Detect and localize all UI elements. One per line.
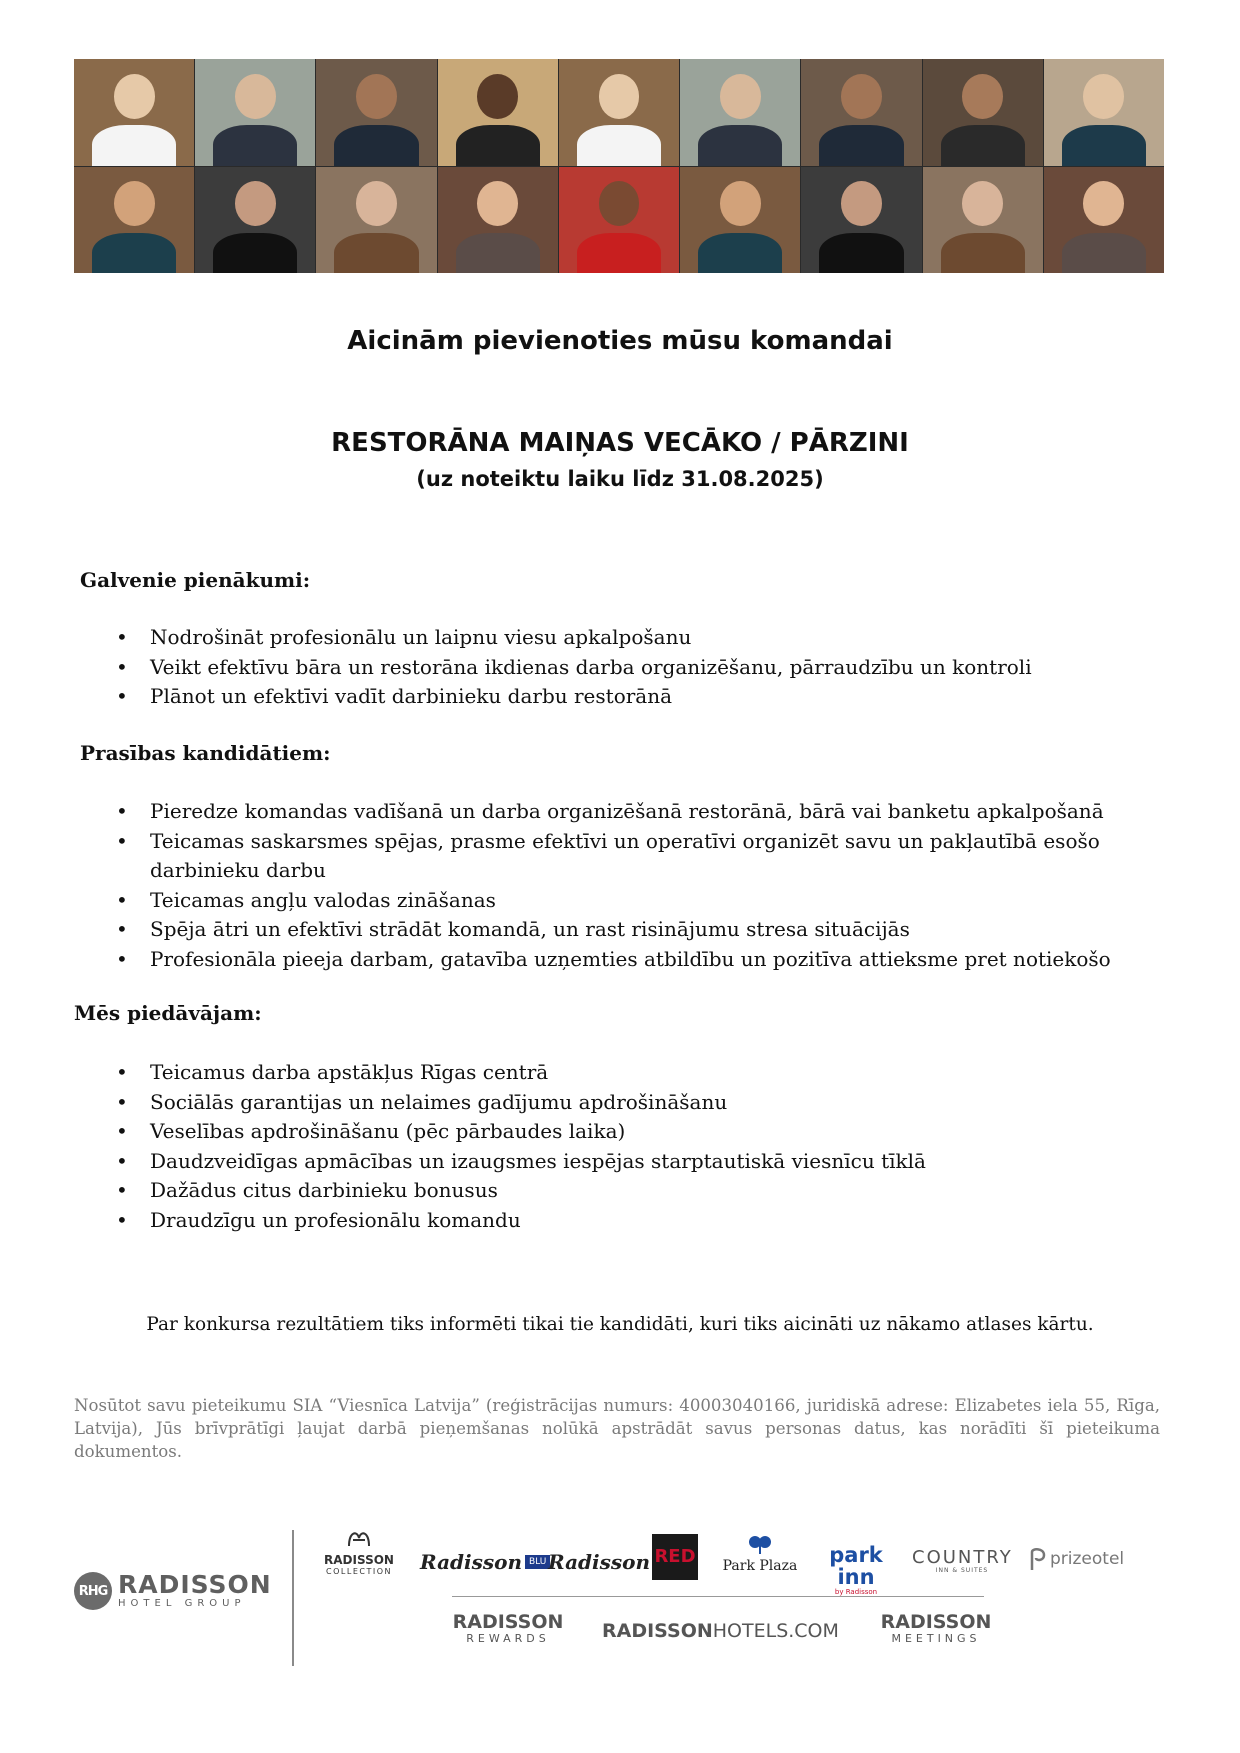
person-head-shape [235,74,276,119]
list-item: • Teicamas saskarsmes spējas, prasme efektīvi un operatīvi organizēt savu un pakļautībā esošo darbinieku darbu [116,827,1176,886]
selection-notice: Par konkursa rezultātiem tiks informēti tikai tie kandidāti, kuri tiks aicināti uz nākamo atlases kārtu. [146,1314,1094,1335]
team-photo-tile [74,59,194,166]
team-photo-tile [680,167,800,274]
person-head-shape [477,181,518,226]
person-body-shape [213,233,297,273]
team-photo-tile [438,59,558,166]
person-body-shape [334,233,418,273]
list-item: • Dažādus citus darbinieku bonusus [116,1176,1176,1206]
team-photo-tile [438,167,558,274]
rhg-subtitle: HOTEL GROUP [118,1598,246,1609]
person-head-shape [356,74,397,119]
radissonhotels-com-logo: RADISSONHOTELS.COM [602,1620,839,1642]
team-photo-banner [74,59,1164,273]
brand-footer [0,1520,1240,1680]
offer-list [116,1058,1176,1235]
list-item: • Teicamas angļu valodas zināšanas [116,886,1176,916]
team-photo-tile [923,59,1043,166]
brand-row-divider [452,1596,984,1597]
person-head-shape [1083,74,1124,119]
duties-heading: Galvenie pienākumi: [80,568,311,592]
list-item: • Profesionāla pieeja darbam, gatavība uzņemties atbildību un pozitīva attieksme pret notiekošo [116,945,1176,975]
radisson-hotel-group-logo [74,1572,272,1610]
person-body-shape [1062,233,1146,273]
person-head-shape [356,181,397,226]
list-item: • Sociālās garantijas un nelaimes gadījumu apdrošināšanu [116,1088,1176,1118]
person-body-shape [577,233,661,273]
person-body-shape [456,125,540,165]
radisson-blu-logo: Radisson BLU [420,1550,550,1574]
person-body-shape [577,125,661,165]
team-photo-tile [801,167,921,274]
person-body-shape [92,125,176,165]
person-head-shape [235,181,276,226]
list-item: • Teicamus darba apstākļus Rīgas centrā [116,1058,1176,1088]
duties-list [116,623,1176,712]
person-body-shape [334,125,418,165]
park-inn-logo: park inn by Radisson [829,1543,883,1596]
person-head-shape [599,74,640,119]
person-body-shape [819,233,903,273]
requirements-list [116,797,1176,974]
team-photo-tile [559,59,679,166]
person-body-shape [698,233,782,273]
prizeotel-mark-icon [1028,1546,1048,1572]
person-body-shape [456,233,540,273]
person-head-shape [599,181,640,226]
team-photo-tile [801,59,921,166]
person-body-shape [941,125,1025,165]
list-item: • Veikt efektīvu bāra un restorāna ikdienas darba organizēšanu, pārraudzību un kontroli [116,653,1176,683]
requirements-heading: Prasības kandidātiem: [80,741,331,765]
radisson-logo: Radisson [548,1550,651,1574]
team-photo-tile [1044,59,1164,166]
country-inn-logo: COUNTRY INN & SUITES [912,1547,1013,1574]
collection-monogram-icon [345,1528,373,1550]
team-photo-tile [680,59,800,166]
prizeotel-logo: prizeotel [1028,1546,1124,1572]
radisson-rewards-logo: RADISSON REWARDS [452,1611,564,1645]
team-photo-tile [195,167,315,274]
radisson-red-logo: RED [652,1534,698,1580]
list-item: • Nodrošināt profesionālu un laipnu viesu apkalpošanu [116,623,1176,653]
list-item: • Draudzīgu un profesionālu komandu [116,1206,1176,1236]
list-item: • Plānot un efektīvi vadīt darbinieku darbu restorānā [116,682,1176,712]
invite-title: Aicinām pievienoties mūsu komandai [347,326,893,356]
radisson-meetings-logo: RADISSON MEETINGS [880,1611,992,1645]
team-photo-tile [923,167,1043,274]
team-photo-tile [74,167,194,274]
person-head-shape [841,181,882,226]
person-body-shape [819,125,903,165]
list-item: • Veselības apdrošināšanu (pēc pārbaudes laika) [116,1117,1176,1147]
offer-heading: Mēs piedāvājam: [74,1001,262,1025]
team-photo-tile [559,167,679,274]
radisson-collection-logo: RADISSON COLLECTION [318,1528,400,1577]
rhg-badge-icon: RHG [74,1572,112,1610]
person-head-shape [114,74,155,119]
park-plaza-logo: Park Plaza [720,1534,800,1574]
person-body-shape [92,233,176,273]
team-photo-tile [195,59,315,166]
person-body-shape [213,125,297,165]
person-body-shape [1062,125,1146,165]
person-head-shape [477,74,518,119]
person-body-shape [698,125,782,165]
list-item: • Pieredze komandas vadīšanā un darba organizēšanā restorānā, bārā vai banketu apkalpošanā [116,797,1176,827]
team-photo-tile [316,167,436,274]
position-title: RESTORĀNA MAIŅAS VECĀKO / PĀRZINI [331,428,909,458]
person-head-shape [720,181,761,226]
rhg-name: RADISSON [118,1570,272,1599]
list-item: • Spēja ātri un efektīvi strādāt komandā, un rast risinājumu stresa situācijās [116,915,1176,945]
person-head-shape [1083,181,1124,226]
person-head-shape [720,74,761,119]
person-head-shape [962,74,1003,119]
position-term: (uz noteiktu laiku līdz 31.08.2025) [416,467,824,491]
privacy-disclaimer: Nosūtot savu pieteikumu SIA “Viesnīca Latvija” (reģistrācijas numurs: 40003040166, juridiskā adrese: Elizabetes iela 55, Rīga, Latvija), Jūs brīvprātīgi ļaujat darbā pieņemšanas nolūkā apstrādāt savus personas datus, kas norādīti šī pieteikuma dokumentos. [74,1396,1160,1461]
person-head-shape [841,74,882,119]
person-head-shape [114,181,155,226]
park-plaza-tree-icon [747,1534,773,1554]
team-photo-tile [316,59,436,166]
logo-divider [292,1530,294,1666]
person-body-shape [941,233,1025,273]
team-photo-tile [1044,167,1164,274]
list-item: • Daudzveidīgas apmācības un izaugsmes iespējas starptautiskā viesnīcu tīklā [116,1147,1176,1177]
person-head-shape [962,181,1003,226]
